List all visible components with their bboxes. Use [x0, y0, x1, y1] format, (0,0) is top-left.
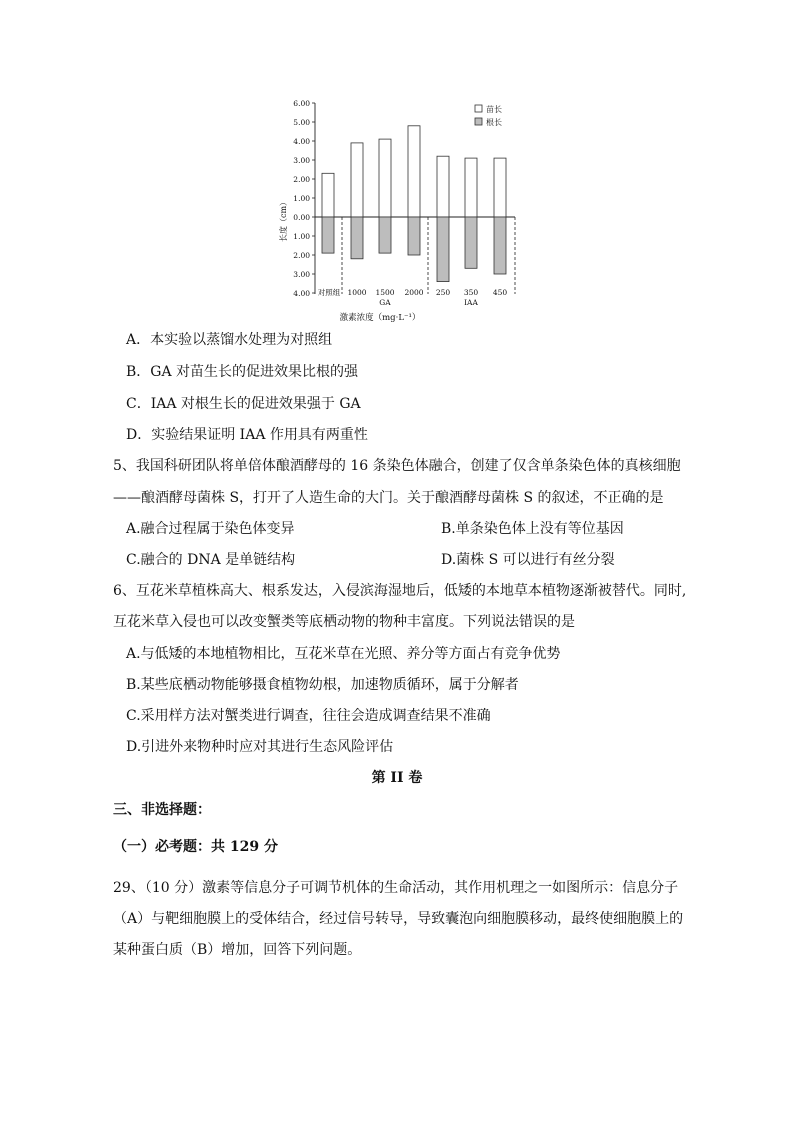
bar-root-length [408, 217, 420, 255]
bar-seedling-length [494, 158, 506, 217]
q6-stem-line1: 6、互花米草植株高大、根系发达，入侵滨海湿地后，低矮的本地草本植物逐渐被替代。同时, [113, 583, 687, 599]
y-tick-label: 5.00 [293, 118, 310, 127]
legend-swatch-seedling [475, 105, 482, 112]
y-tick-label: 3.00 [293, 156, 310, 165]
q5-stem-line2: ——酿酒酵母菌株 S，打开了人造生命的大门。关于酿酒酵母菌株 S 的叙述，不正确的是 [113, 490, 664, 506]
x-category-label: 对照组 [317, 288, 341, 297]
section-subheading-required: （一）必考题：共 129 分 [113, 839, 278, 855]
chart-svg [270, 92, 530, 332]
bar-root-length [465, 217, 477, 268]
x-category-label: 450 [492, 288, 508, 297]
y-tick-label: 1.00 [293, 194, 310, 203]
y-tick-label: 2.00 [293, 175, 310, 184]
bar-seedling-length [322, 173, 334, 217]
x-category-label: 1000 [347, 288, 367, 297]
q29-stem-line1: 29、（10 分）激素等信息分子可调节机体的生命活动，其作用机理之一如图所示：信息分子 [113, 880, 679, 896]
x-category-label: 1500 [375, 288, 395, 297]
legend-swatch-root [475, 118, 482, 125]
x-group-label-iaa: IAA [464, 298, 478, 307]
chart-legend [475, 104, 502, 127]
bar-root-length [322, 217, 334, 253]
bar-seedling-length [408, 126, 420, 217]
bar-seedling-length [351, 143, 363, 217]
q29-stem-line2: （A）与靶细胞膜上的受体结合，经过信号转导，导致囊泡向细胞膜移动，最终使细胞膜上的 [113, 911, 684, 927]
y-tick-label: 4.00 [293, 289, 310, 298]
q4-option-d: D．实验结果证明 IAA 作用具有两重性 [126, 427, 368, 443]
q6-option-c: C.采用样方法对蟹类进行调查，往往会造成调查结果不准确 [126, 708, 491, 724]
bar-root-length [351, 217, 363, 259]
bar-root-length [379, 217, 391, 253]
bar-root-length [437, 217, 449, 282]
x-category-label: 250 [435, 288, 451, 297]
q6-option-b: B.某些底栖动物能够摄食植物幼根，加速物质循环，属于分解者 [126, 677, 519, 693]
x-axis-label: 激素浓度（mg·L⁻¹） [339, 313, 421, 323]
q4-option-a: A．本实验以蒸馏水处理为对照组 [126, 332, 333, 348]
q5-option-a: A.融合过程属于染色体变异 [126, 521, 295, 537]
q4-option-c: C．IAA 对根生长的促进效果强于 GA [126, 396, 361, 412]
legend-label-seedling: 苗长 [486, 105, 502, 114]
y-tick-label: 1.00 [293, 232, 310, 241]
y-tick-label: 6.00 [293, 99, 310, 108]
q5-option-b: B.单条染色体上没有等位基因 [441, 521, 624, 537]
y-tick-label: 4.00 [293, 137, 310, 146]
bar-seedling-length [437, 156, 449, 217]
q6-option-d: D.引进外来物种时应对其进行生态风险评估 [126, 739, 394, 755]
q6-stem-line2: 互花米草入侵也可以改变蟹类等底栖动物的物种丰富度。下列说法错误的是 [113, 614, 575, 630]
q5-option-c: C.融合的 DNA 是单链结构 [126, 552, 296, 568]
q5-stem-line1: 5、我国科研团队将单倍体酿酒酵母的 16 条染色体融合，创建了仅含单条染色体的真核细胞 [113, 458, 681, 474]
y-tick-label: 3.00 [293, 270, 310, 279]
q6-option-a: A.与低矮的本地植物相比，互花米草在光照、养分等方面占有竞争优势 [126, 646, 561, 662]
q5-option-d: D.菌株 S 可以进行有丝分裂 [441, 552, 615, 568]
legend-label-root: 根长 [486, 118, 502, 127]
bar-seedling-length [465, 158, 477, 217]
x-group-label-ga: GA [379, 298, 391, 307]
bar-seedling-length [379, 139, 391, 217]
q4-option-b: B．GA 对苗生长的促进效果比根的强 [126, 364, 359, 380]
y-tick-label: 2.00 [293, 251, 310, 260]
y-axis-label: 长度（cm） [279, 197, 288, 243]
q29-stem-line3: 某种蛋白质（B）增加，回答下列问题。 [113, 942, 362, 958]
hormone-bar-chart [270, 92, 530, 332]
x-category-label: 2000 [404, 288, 424, 297]
volume-heading: 第 II 卷 [371, 770, 423, 786]
bar-root-length [494, 217, 506, 274]
x-category-label: 350 [463, 288, 479, 297]
section-heading-nonchoice: 三、非选择题： [113, 802, 211, 818]
y-tick-label: 0.00 [293, 213, 310, 222]
